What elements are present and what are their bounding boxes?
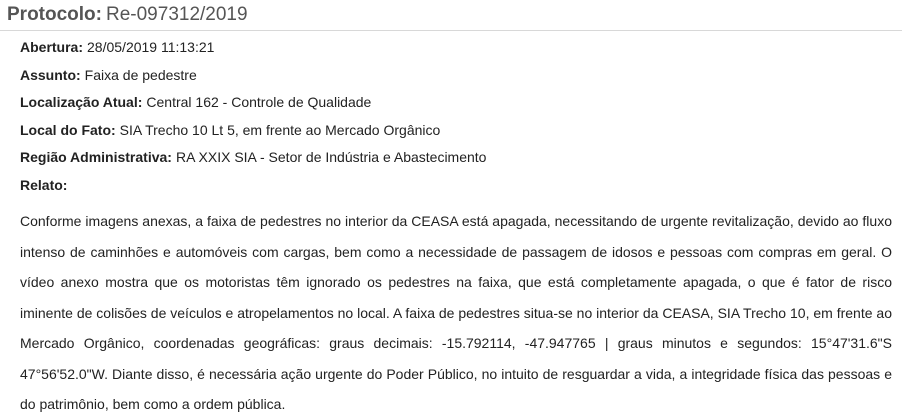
field-label: Região Administrativa:	[20, 149, 172, 165]
field-value: 28/05/2019 11:13:21	[87, 39, 215, 55]
field-label: Assunto:	[20, 66, 81, 83]
field-label: Local do Fato:	[20, 121, 116, 138]
field-label: Localização Atual:	[20, 94, 143, 110]
field-local-do-fato	[20, 119, 890, 147]
protocol-header	[0, 0, 902, 31]
field-value: Faixa de pedestre	[84, 66, 197, 83]
field-relato	[20, 174, 890, 202]
page-title	[7, 3, 248, 27]
field-localizacao-atual	[20, 91, 890, 119]
relato-text: Conforme imagens anexas, a faixa de pedestres no interior da CEASA está apagada, necessitando de urgente revitalização, devido ao fluxo intenso de caminhões e automóveis com cargas, bem como a necessidade de passagem de idosos e pessoas com compras em geral. O vídeo anexo mostra que os motoristas têm ignorado os pedestres na faixa, que está completamente apagada, o que é fator de risco iminente de colisões de veículos e atropelamentos no local. A faixa de pedestres situa-se no interior da CEASA, SIA Trecho 10, em frente ao Mercado Orgânico, coordenadas geográficas: graus decimais: -15.792114, -47.947765 | graus minutos e segundos: 15°47'31.6"S 47°56'52.0"W. Diante disso, é necessária ação urgente do Poder Público, no intuito de resguardar a vida, a integridade física das pessoas e do patrimônio, bem como a ordem pública.	[20, 213, 892, 412]
field-assunto	[20, 64, 890, 92]
field-abertura	[20, 36, 890, 64]
field-value: RA XXIX SIA - Setor de Indústria e Abastecimento	[175, 149, 487, 165]
field-label: Relato:	[20, 176, 68, 193]
protocol-details	[20, 36, 890, 201]
protocol-label: Protocolo:	[7, 4, 102, 25]
field-value: Central 162 - Controle de Qualidade	[146, 94, 372, 110]
field-regiao-administrativa	[20, 146, 890, 174]
field-value: SIA Trecho 10 Lt 5, em frente ao Mercado Orgânico	[119, 121, 441, 138]
field-label: Abertura:	[20, 39, 84, 55]
protocol-number: Re-097312/2019	[106, 4, 248, 25]
